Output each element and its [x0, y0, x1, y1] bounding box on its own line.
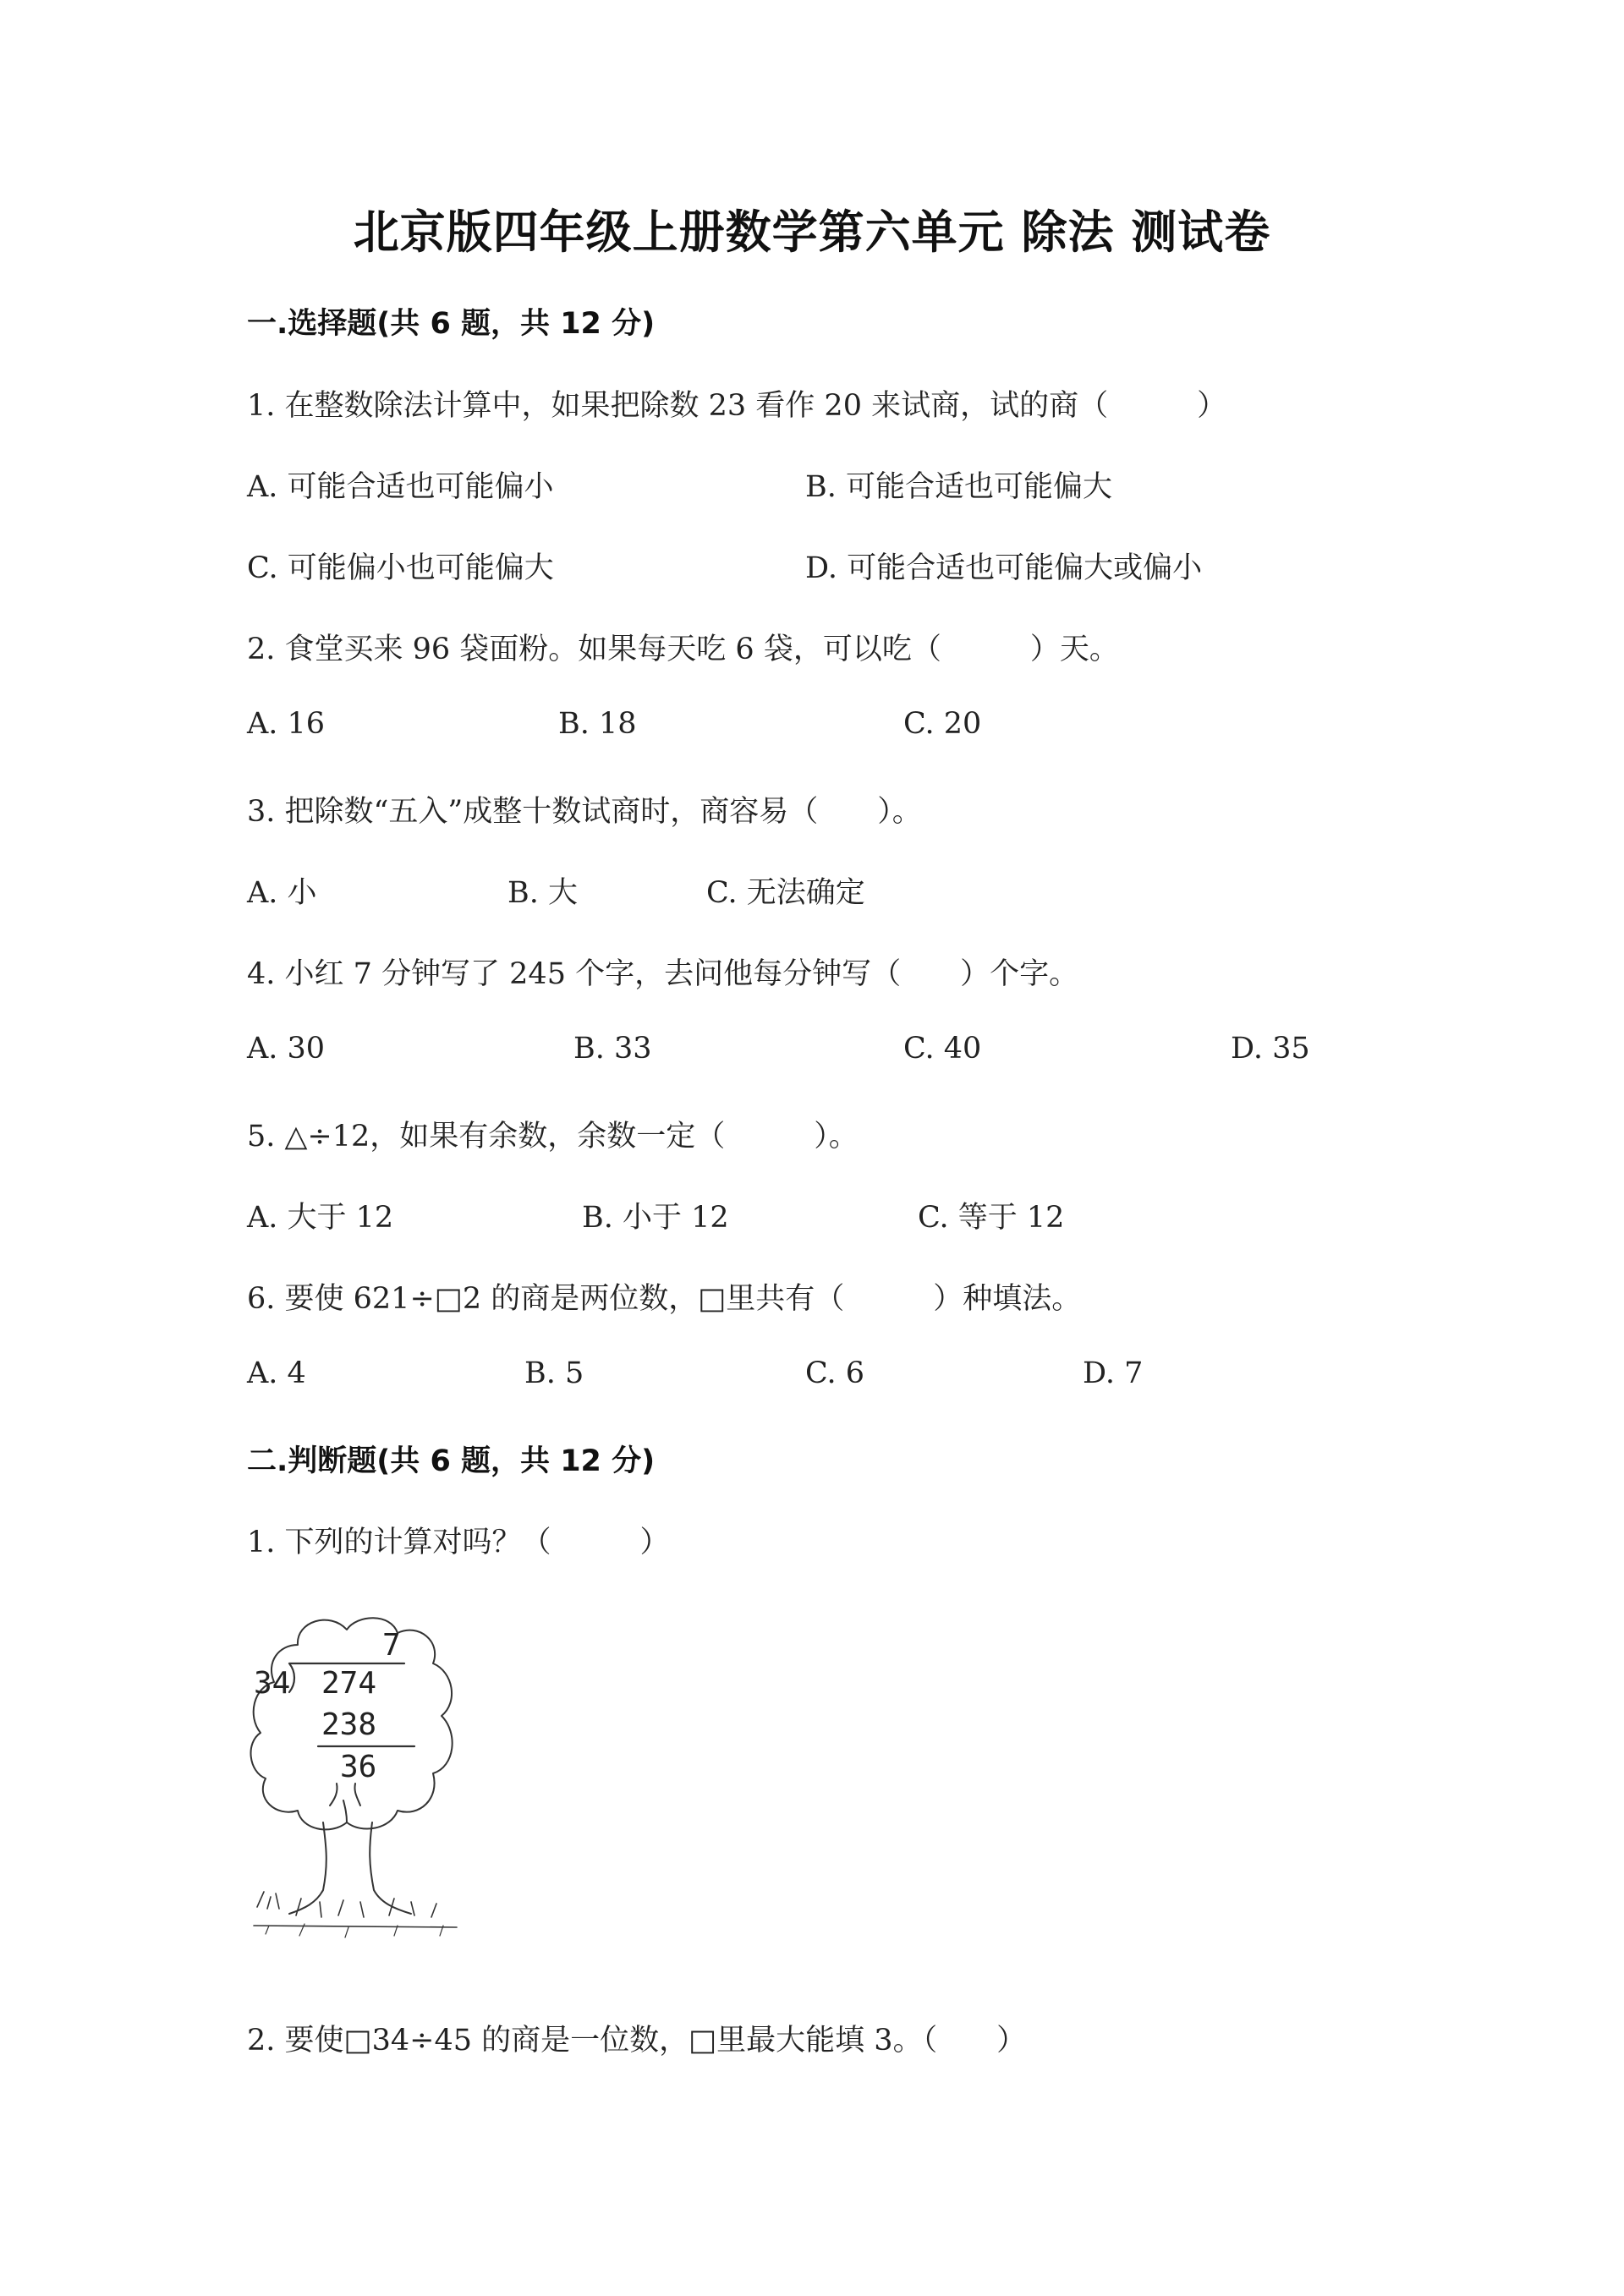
question-1-option-d: D. 可能合适也可能偏大或偏小 [805, 551, 1203, 585]
question-2-option-a: A. 16 [247, 707, 326, 741]
division-product: 238 [321, 1707, 377, 1742]
question-3-option-c: C. 无法确定 [706, 876, 865, 910]
question-6-option-b: B. 5 [524, 1356, 584, 1390]
question-1-text: 1. 在整数除法计算中，如果把除数 23 看作 20 来试商，试的商（ ） [247, 389, 1227, 423]
question-1-option-c: C. 可能偏小也可能偏大 [247, 551, 554, 585]
page-title: 北京版四年级上册数学第六单元 除法 测试卷 [353, 205, 1271, 259]
question-3-option-a: A. 小 [247, 876, 317, 910]
question-4-option-b: B. 33 [573, 1032, 652, 1066]
question-2-text: 2. 食堂买来 96 袋面粉。如果每天吃 6 袋，可以吃（ ）天。 [247, 633, 1119, 666]
question-3-text: 3. 把除数“五入”成整十数试商时，商容易（ ）。 [247, 795, 922, 829]
question-2-option-c: C. 20 [903, 707, 982, 741]
question-6-option-c: C. 6 [805, 1356, 865, 1390]
division-dividend: 274 [321, 1666, 377, 1701]
division-remainder: 36 [340, 1750, 377, 1784]
judgement-1-text: 1. 下列的计算对吗？（ ） [247, 1526, 670, 1559]
question-4-text: 4. 小红 7 分钟写了 245 个字，去问他每分钟写（ ）个字。 [247, 957, 1079, 991]
question-5-option-a: A. 大于 12 [247, 1201, 394, 1235]
judgement-2-text: 2. 要使□34÷45 的商是一位数，□里最大能填 3。（ ） [247, 2024, 1027, 2058]
question-5-option-b: B. 小于 12 [582, 1201, 729, 1235]
question-1-option-a: A. 可能合适也可能偏小 [247, 470, 554, 504]
question-5-text: 5. △÷12，如果有余数，余数一定（ ）。 [247, 1120, 859, 1153]
question-2-option-b: B. 18 [558, 707, 637, 741]
section-heading-judgement: 二.判断题(共 6 题，共 12 分) [247, 1444, 656, 1478]
question-3-option-b: B. 大 [508, 876, 578, 910]
question-6-text: 6. 要使 621÷□2 的商是两位数，□里共有（ ）种填法。 [247, 1282, 1082, 1316]
question-6-option-d: D. 7 [1083, 1356, 1144, 1390]
section-heading-choice: 一.选择题(共 6 题，共 12 分) [247, 307, 656, 341]
tree-drawing [245, 1611, 465, 1954]
question-4-option-a: A. 30 [247, 1032, 326, 1066]
question-1-option-b: B. 可能合适也可能偏大 [805, 470, 1112, 504]
question-4-option-c: C. 40 [903, 1032, 982, 1066]
division-divisor: 34 [254, 1666, 291, 1701]
tree-trunk [289, 1822, 411, 1914]
question-5-option-c: C. 等于 12 [918, 1201, 1065, 1235]
question-6-option-a: A. 4 [247, 1356, 306, 1390]
grass [254, 1892, 457, 1927]
question-4-option-d: D. 35 [1231, 1032, 1310, 1066]
division-quotient: 7 [382, 1628, 401, 1663]
tree-division-illustration [245, 1611, 465, 1954]
